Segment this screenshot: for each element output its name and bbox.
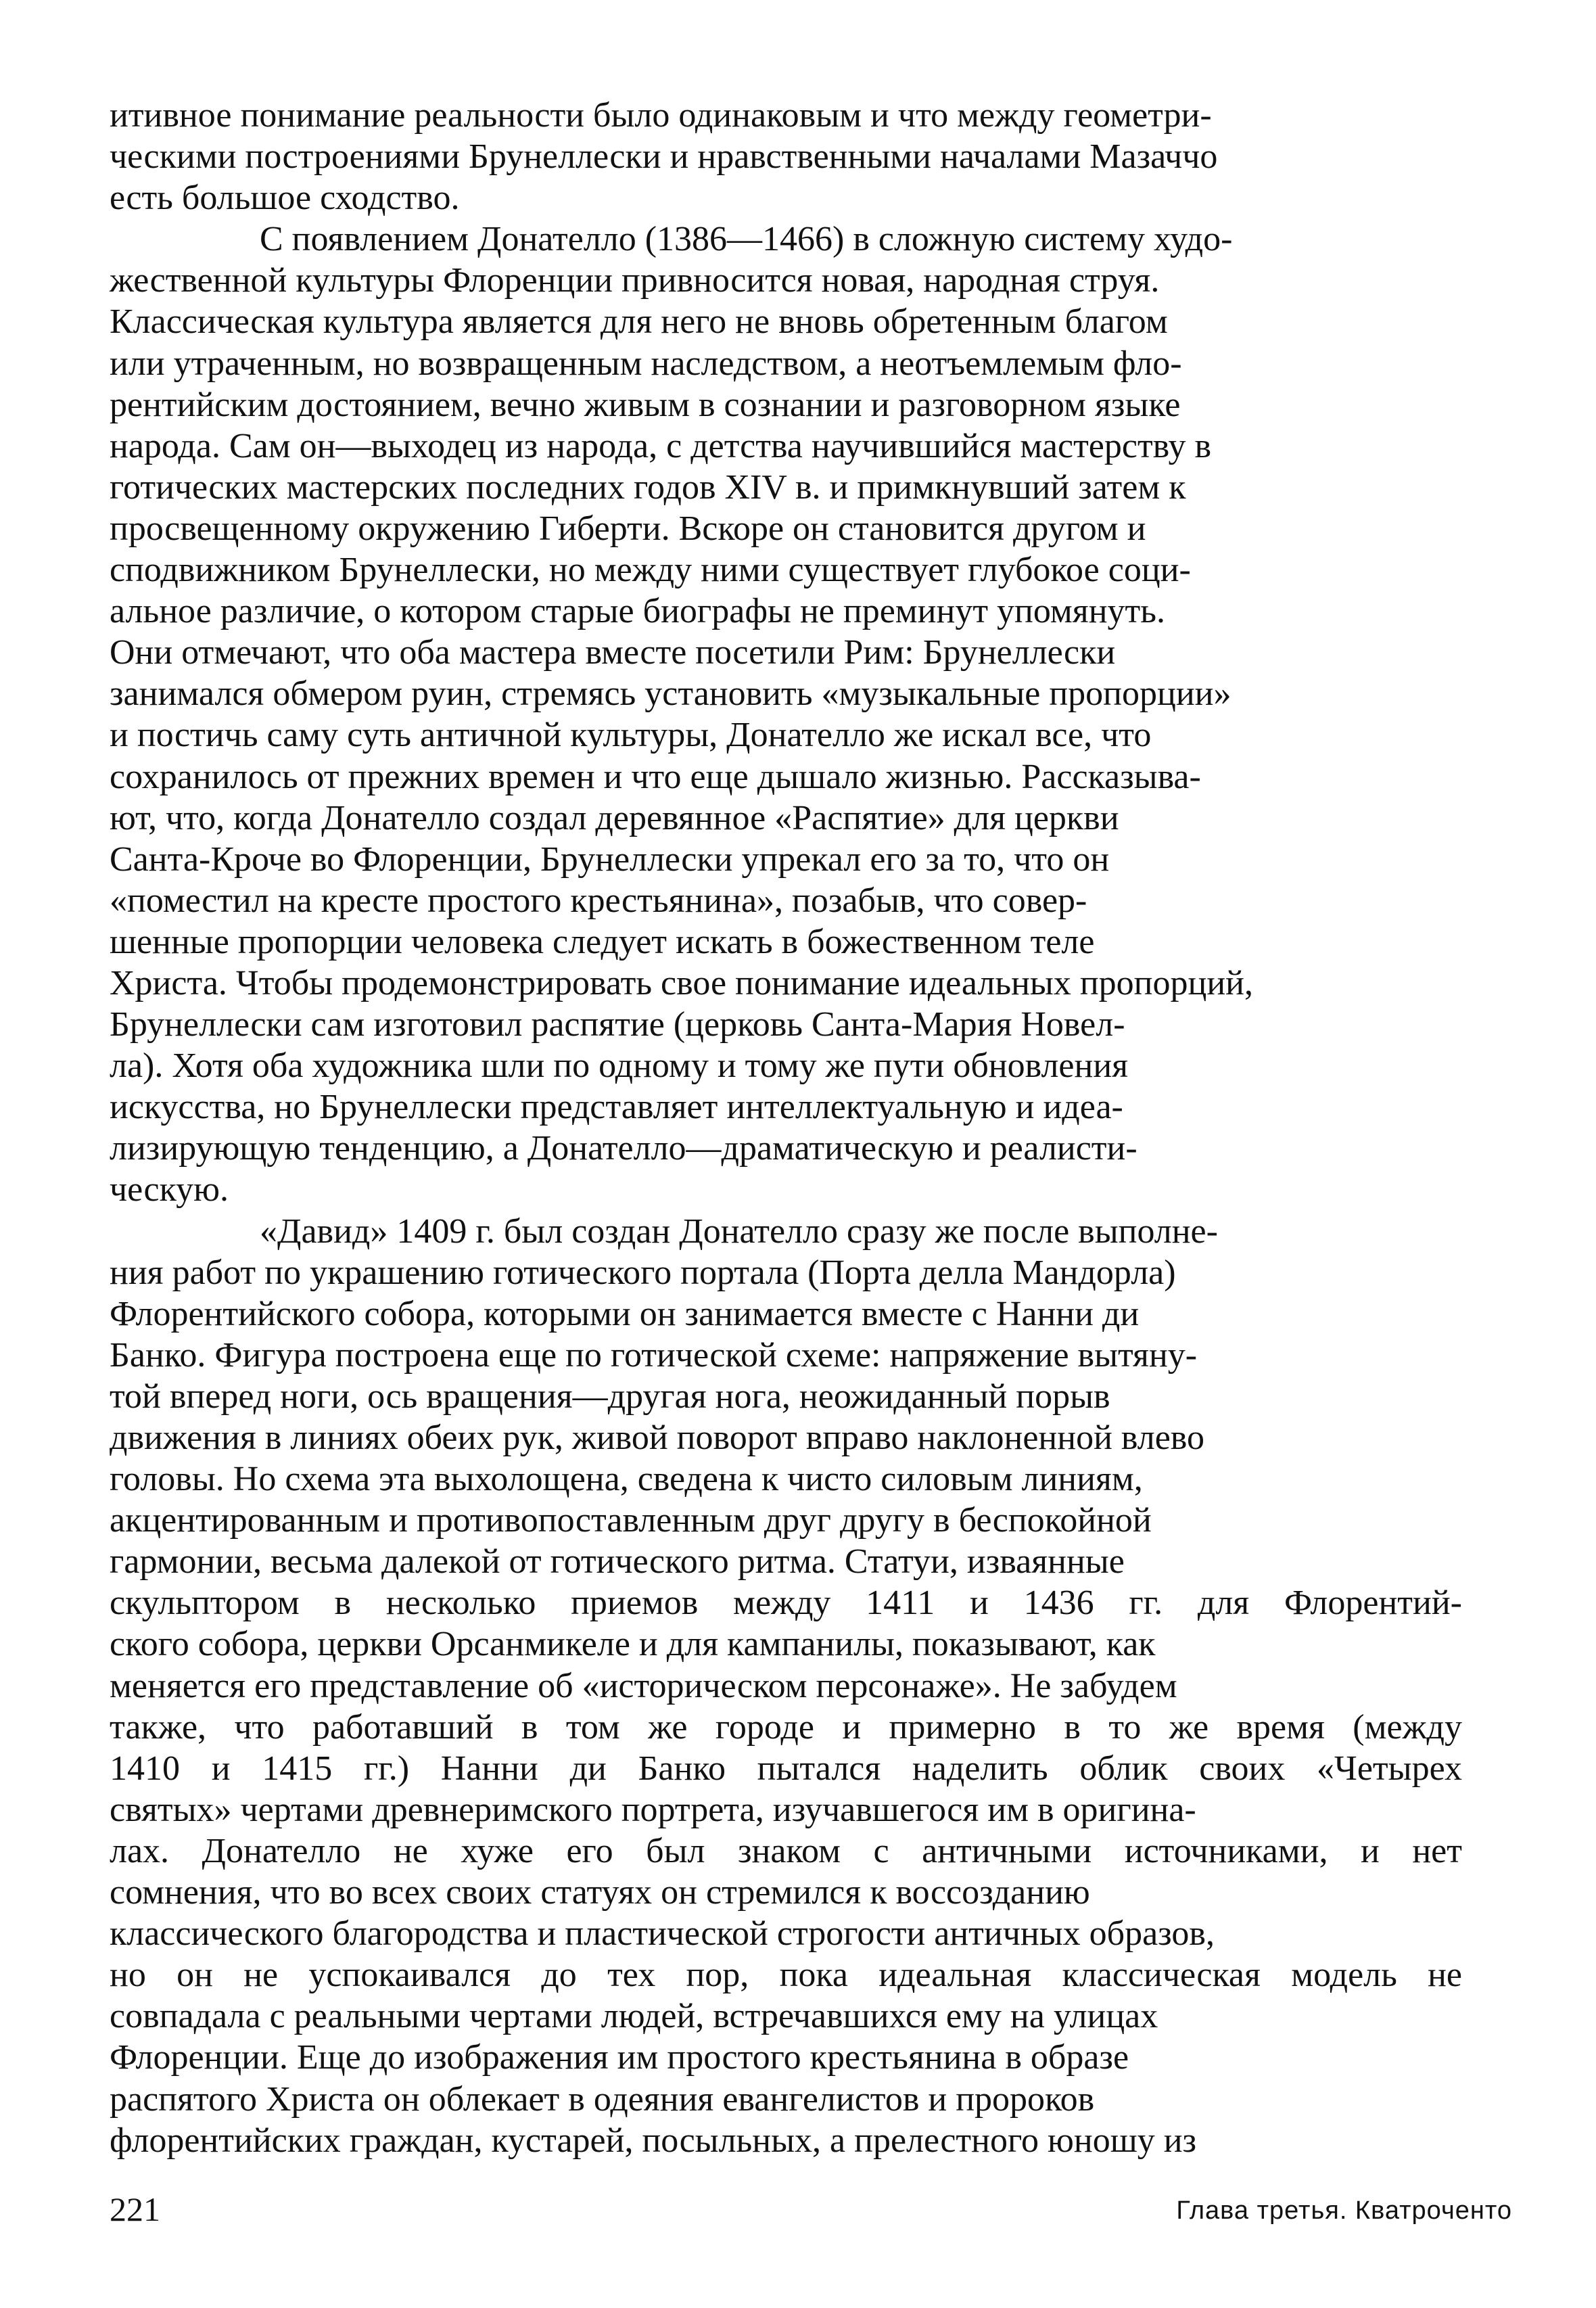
text-line: ческими построениями Брунеллески и нравственными началами Мазаччо (110, 137, 1218, 177)
text-line: совпадала с реальными чертами людей, встречавшихся ему на улицах (110, 1997, 1158, 2036)
text-line: ют, что, когда Донателло создал деревянное «Распятие» для церкви (110, 798, 1119, 837)
text-line: Санта-Кроче во Флоренции, Брунеллески упрекал его за то, что он (110, 839, 1110, 879)
text-line: скульптором в несколько приемов между 1411 и 1436 гг. для Флорентий- (110, 1584, 1462, 1623)
text-line: флорентийских граждан, кустарей, посыльных, а прелестного юношу из (110, 2121, 1197, 2160)
text-line: ния работ по украшению готического портала (Порта делла Мандорла) (110, 1253, 1176, 1292)
text-line: Банко. Фигура построена еще по готической схеме: напряжение вытяну- (110, 1335, 1198, 1375)
text-line: искусства, но Брунеллески представляет интеллектуальную и идеа- (110, 1088, 1123, 1127)
text-line: святых» чертами древнеримского портрета, изучавшегося им в оригина- (110, 1790, 1196, 1829)
text-line: сомнения, что во всех своих статуях он стремился к воссозданию (110, 1873, 1090, 1912)
text-line: меняется его представление об «историческом персонаже». Не забудем (110, 1666, 1177, 1705)
text-line: 1410 и 1415 гг.) Нанни ди Банко пытался наделить облик своих «Четырех (110, 1749, 1462, 1788)
text-line: ческую. (110, 1170, 229, 1209)
text-line: головы. Но схема эта выхолощена, сведена к чисто силовым линиям, (110, 1460, 1143, 1499)
text-line: народа. Сам он—выходец из народа, с детства научившийся мастерству в (110, 426, 1212, 465)
text-line: «Давид» 1409 г. был создан Донателло сразу же после выполне- (260, 1211, 1218, 1251)
text-line: итивное понимание реальности было одинаковым и что между геометри- (110, 96, 1212, 135)
text-line: Классическая культура является для него не вновь обретенным благом (110, 302, 1168, 342)
text-line: ла). Хотя оба художника шли по одному и тому же пути обновления (110, 1046, 1129, 1086)
text-line: и постичь саму суть античной культуры, Донателло же искал все, что (110, 716, 1152, 755)
text-line: распятого Христа он облекает в одеяния евангелистов и пророков (110, 2079, 1095, 2119)
text-line: рентийским достоянием, вечно живым в сознании и разговорном языке (110, 385, 1181, 424)
text-line: Брунеллески сам изготовил распятие (церковь Санта-Мария Новел- (110, 1005, 1125, 1044)
text-line: Флоренции. Еще до изображения им простого крестьянина в образе (110, 2038, 1129, 2077)
text-line: просвещенному окружению Гиберти. Вскоре он становится другом и (110, 509, 1146, 548)
text-line: Флорентийского собора, которыми он занимается вместе с Нанни ди (110, 1294, 1140, 1333)
text-line: Они отмечают, что оба мастера вместе посетили Рим: Брунеллески (110, 633, 1116, 672)
text-line: С появлением Донателло (1386—1466) в сложную систему худо- (260, 220, 1233, 259)
text-line: альное различие, о котором старые биографы не преминут упомянуть. (110, 592, 1165, 631)
text-line: той вперед ноги, ось вращения—другая нога, неожиданный порыв (110, 1377, 1110, 1416)
text-line: сподвижником Брунеллески, но между ними существует глубокое соци- (110, 551, 1191, 590)
text-line: ского собора, церкви Орсанмикеле и для кампанилы, показывают, как (110, 1625, 1156, 1664)
text-line: шенные пропорции человека следует искать в божественном теле (110, 922, 1095, 961)
text-line: занимался обмером руин, стремясь установить «музыкальные пропорции» (110, 674, 1231, 714)
text-line: «поместил на кресте простого крестьянина», позабыв, что совер- (110, 881, 1087, 920)
text-line: лизирующую тенденцию, а Донателло—драматическую и реалисти- (110, 1129, 1137, 1168)
text-line: жественной культуры Флоренции привносится новая, народная струя. (110, 261, 1160, 300)
page-number: 221 (110, 2190, 160, 2228)
text-line: также, что работавший в том же городе и примерно в то же время (между (110, 1707, 1462, 1747)
text-line: есть большое сходство. (110, 179, 460, 218)
text-line: Христа. Чтобы продемонстрировать свое понимание идеальных пропорций, (110, 963, 1253, 1002)
text-line: гармонии, весьма далекой от готического ритма. Статуи, изваянные (110, 1542, 1125, 1582)
text-line: акцентированным и противопоставленным друг другу в беспокойной (110, 1501, 1152, 1540)
text-line: лах. Донателло не хуже его был знаком с античными источниками, и нет (110, 1831, 1462, 1870)
text-line: но он не успокаивался до тех пор, пока идеальная классическая модель не (110, 1956, 1462, 1995)
text-line: готических мастерских последних годов XIV в. и примкнувший затем к (110, 467, 1186, 507)
text-line: или утраченным, но возвращенным наследством, а неотъемлемым фло- (110, 344, 1182, 383)
running-footer-chapter-title: Глава третья. Кватроченто (1176, 2196, 1512, 2225)
text-line: классического благородства и пластической строгости античных образов, (110, 1914, 1215, 1954)
text-line: сохранилось от прежних времен и что еще дышало жизнью. Рассказыва- (110, 757, 1201, 796)
text-line: движения в линиях обеих рук, живой поворот вправо наклоненной влево (110, 1418, 1205, 1457)
main-text (110, 95, 1462, 2161)
